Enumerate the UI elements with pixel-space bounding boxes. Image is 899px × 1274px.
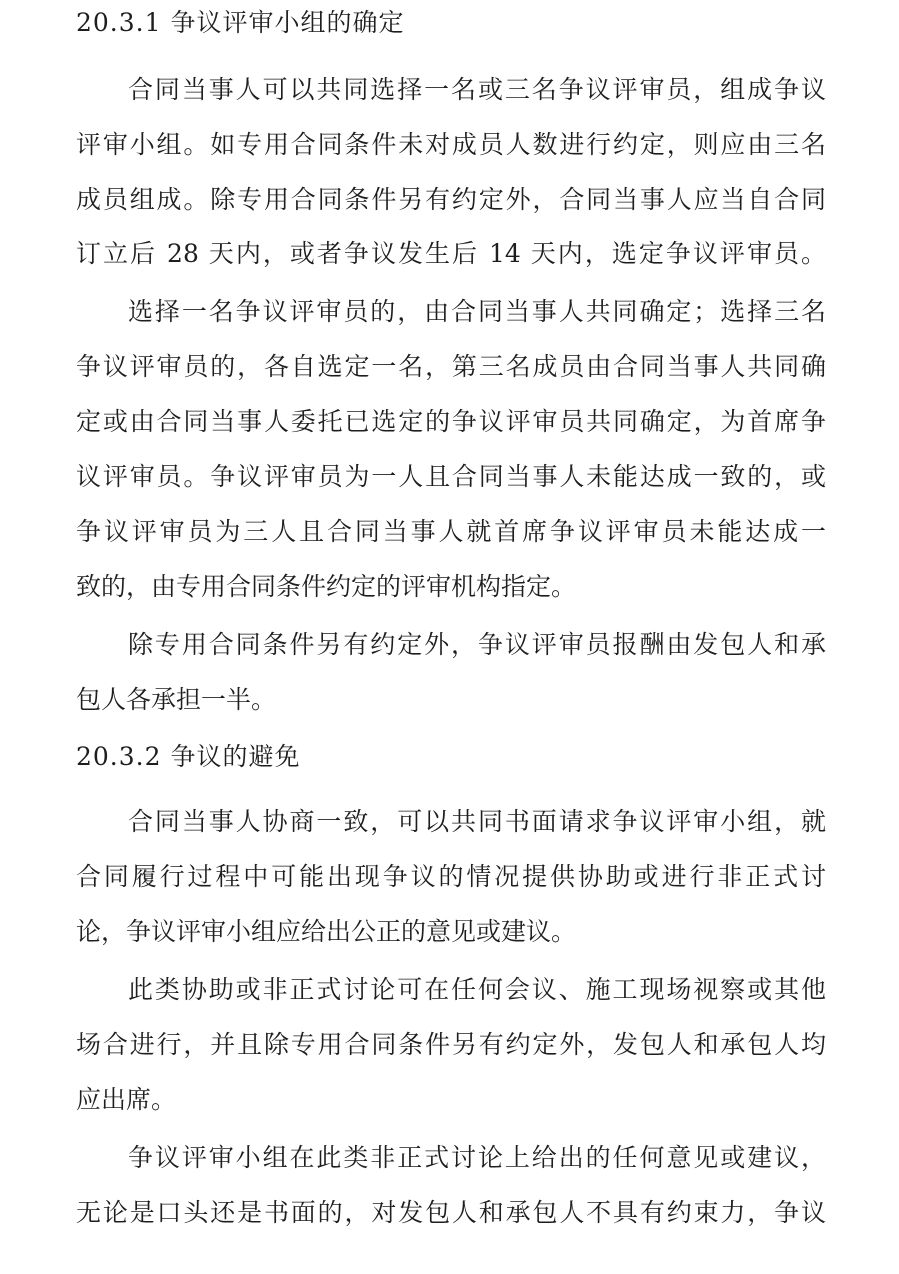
paragraph-line: 争议评审小组在此类非正式讨论上给出的任何意见或建议，: [128, 1143, 826, 1172]
paragraph-line: 争议评审员为三人且合同当事人就首席争议评审员未能达成一: [76, 517, 826, 546]
paragraph-line: 论，争议评审小组应给出公正的意见或建议。: [76, 917, 577, 946]
paragraph-line: 应出席。: [76, 1085, 177, 1114]
paragraph-line: 评审小组。如专用合同条件未对成员人数进行约定，则应由三名: [76, 130, 826, 159]
paragraph-line: 合同当事人可以共同选择一名或三名争议评审员，组成争议: [128, 75, 826, 104]
paragraph-line: 成员组成。除专用合同条件另有约定外，合同当事人应当自合同: [76, 185, 826, 214]
paragraph-line: 无论是口头还是书面的，对发包人和承包人不具有约束力，争议: [76, 1198, 826, 1227]
paragraph-line: 此类协助或非正式讨论可在任何会议、施工现场视察或其他: [128, 975, 826, 1004]
paragraph-line: 争议评审员的，各自选定一名，第三名成员由合同当事人共同确: [76, 352, 826, 381]
section-heading-20-3-1: 20.3.1 争议评审小组的确定: [76, 8, 405, 37]
paragraph-line: 合同履行过程中可能出现争议的情况提供协助或进行非正式讨: [76, 862, 826, 891]
paragraph-line: 场合进行，并且除专用合同条件另有约定外，发包人和承包人均: [76, 1030, 826, 1059]
paragraph-line: 议评审员。争议评审员为一人且合同当事人未能达成一致的，或: [76, 462, 826, 491]
paragraph-line: 定或由合同当事人委托已选定的争议评审员共同确定，为首席争: [76, 407, 826, 436]
section-heading-20-3-2: 20.3.2 争议的避免: [76, 742, 301, 771]
paragraph-line: 订立后 28 天内，或者争议发生后 14 天内，选定争议评审员。: [76, 239, 826, 268]
paragraph-line: 致的，由专用合同条件约定的评审机构指定。: [76, 572, 577, 601]
paragraph-line: 包人各承担一半。: [76, 685, 277, 714]
paragraph-line: 除专用合同条件另有约定外，争议评审员报酬由发包人和承: [128, 630, 826, 659]
paragraph-line: 选择一名争议评审员的，由合同当事人共同确定；选择三名: [128, 297, 826, 326]
paragraph-line: 合同当事人协商一致，可以共同书面请求争议评审小组，就: [128, 807, 826, 836]
